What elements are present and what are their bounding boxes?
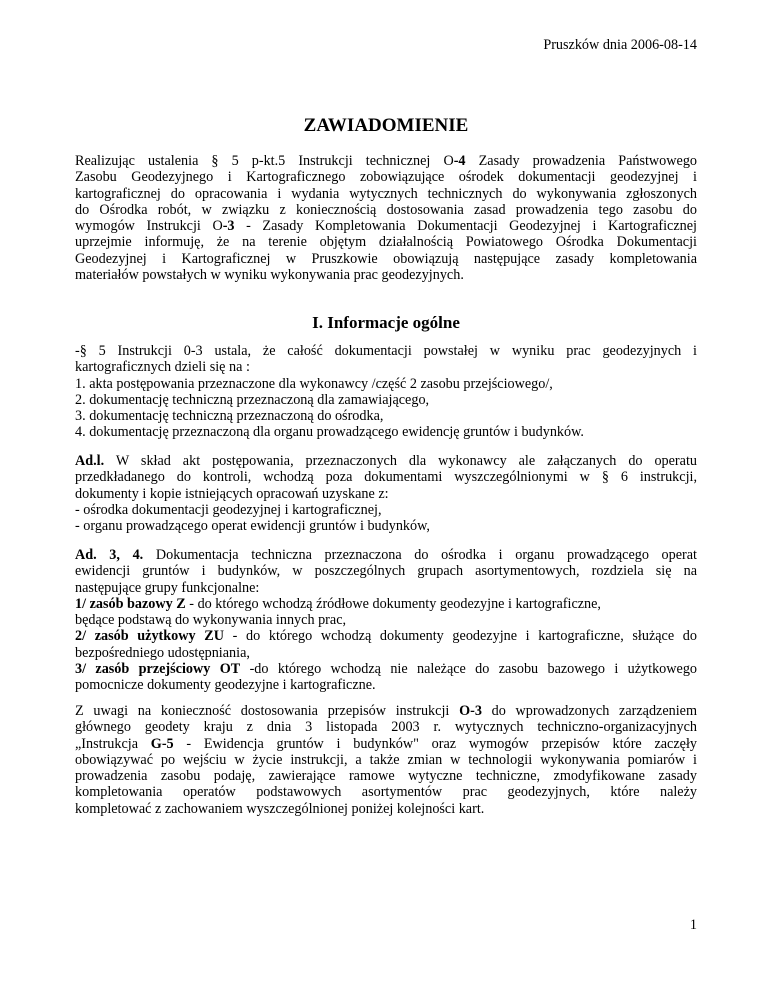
list-item: - ośrodka dokumentacji geodezyjnej i kartograficznej, [75, 501, 382, 518]
paragraph-line: prowadzenia zasobu podaję, zawierające ramowe wytyczne techniczne, zmodyfikowane zasady [75, 768, 697, 785]
document-title: ZAWIADOMIENIE [303, 115, 469, 136]
list-item-continuation: pomocnicze dokumenty geodezyjne i kartograficzne. [75, 677, 376, 694]
paragraph-line: dokumenty i kopie istniejących opracowań uzyskane z: [75, 485, 389, 502]
ad1-paragraph [75, 453, 697, 534]
ad34-paragraph [75, 547, 697, 694]
list-item: 4. dokumentację przeznaczoną dla organu prowadzącego ewidencję gruntów i budynków. [75, 424, 584, 441]
ad34-lead: Ad. 3, 4. [75, 547, 144, 563]
intro-line: Zasobu Geodezyjnego i Kartograficznego zobowiązujące ośrodek dokumentacji geodezyjnej i [75, 169, 697, 186]
paragraph-line: obowiązywać po wejściu w życie instrukcji, a także zmian w technologii wykonywania pomiarów i [75, 751, 697, 768]
list-item: 1. akta postępowania przeznaczone dla wykonawcy /część 2 zasobu przejściowego/, [75, 375, 553, 392]
intro-line: kartograficznej do opracowania i wydania wytycznych technicznych do wykonywania zgłoszonych [75, 185, 697, 202]
paragraph-line: następujące grupy funkcjonalne: [75, 579, 260, 596]
section-heading: I. Informacje ogólne [312, 313, 460, 332]
paragraph-line: -§ 5 Instrukcji 0-3 ustala, że całość dokumentacji powstałej w wyniku prac geodezyjnych i [75, 343, 697, 359]
date-line: Pruszków dnia 2006-08-14 [543, 37, 697, 53]
paragraph-line: Ad. 3, 4. Dokumentacja techniczna przeznaczona do ośrodka i organu prowadzącego operat [75, 547, 698, 563]
intro-line: wymogów Instrukcji O-3 - Zasady Kompletowania Dokumentacji Geodezyjnej i Kartograficznej [75, 218, 697, 235]
page-number: 1 [689, 917, 697, 933]
intro-line: materiałów powstałych w wyniku wykonywania prac geodezyjnych. [75, 267, 464, 284]
section1-paragraph [75, 343, 697, 441]
paragraph-line: kompletowania operatów podstawowych asortymentów prac geodezyjnych, które należy [75, 784, 697, 801]
paragraph-line: Ad.l. W skład akt postępowania, przeznaczonych dla wykonawcy ale załączanych do operatu [75, 453, 697, 469]
final-paragraph [75, 703, 697, 817]
list-item: 3/ zasób przejściowy OT -do którego wchodzą nie należące do zasobu bazowego i użytkowego [75, 661, 698, 678]
list-item: - organu prowadzącego operat ewidencji gruntów i budynków, [75, 518, 430, 535]
list-item-continuation: będące podstawą do wykonywania innych prac, [75, 612, 347, 629]
ad1-lead: Ad.l. [75, 453, 105, 469]
paragraph-line: ewidencji gruntów i budynków, w poszczególnych grupach asortymentowych, rozdziela się na [75, 563, 697, 580]
list-item: 1/ zasób bazowy Z - do którego wchodzą źródłowe dokumenty geodezyjne i kartograficzne, [75, 595, 601, 612]
paragraph-line: kompletować z zachowaniem wyszczególnionej poniżej kolejności kart. [75, 800, 485, 817]
list-item: 2. dokumentację techniczną przeznaczoną dla zamawiającego, [75, 391, 430, 408]
list-item: 2/ zasób użytkowy ZU - do którego wchodzą dokumenty geodezyjne i kartograficzne, służące do [75, 628, 697, 645]
paragraph-line: przedkładanego do kontroli, wchodzą poza dokumentami wyszczególnionymi w § 6 instrukcji, [75, 469, 697, 486]
intro-line: uprzejmie informuję, że na terenie objętym działalnością Powiatowego Ośrodka Dokumentacji [75, 234, 697, 251]
intro-paragraph [75, 153, 697, 283]
paragraph-line: Z uwagi na konieczność dostosowania przepisów instrukcji O-3 do wprowadzonych zarządzeniem [75, 703, 698, 719]
intro-line: Geodezyjnej i Kartograficznej w Pruszkowie obowiązują następujące zasady kompletowania [75, 250, 697, 267]
paragraph-line: kartograficznych dzieli się na : [75, 359, 250, 376]
paragraph-line: głównego geodety kraju z dnia 3 listopada 2003 r. wytycznych techniczno-organizacyjnych [75, 719, 697, 736]
list-item: 3. dokumentację techniczną przeznaczoną do ośrodka, [75, 408, 384, 425]
intro-line: do Ośrodka robót, w związku z koniecznością dostosowania zasad prowadzenia tego zasobu do [75, 201, 697, 218]
intro-line: Realizując ustalenia § 5 p-kt.5 Instrukcji technicznej O-4 Zasady prowadzenia Państwowego [75, 153, 698, 169]
paragraph-line: „Instrukcja G-5 - Ewidencja gruntów i budynków" oraz wymogów przepisów które zaczęły [75, 735, 697, 752]
list-item-continuation: bezpośredniego udostępniania, [75, 644, 250, 661]
document-page [75, 0, 697, 994]
